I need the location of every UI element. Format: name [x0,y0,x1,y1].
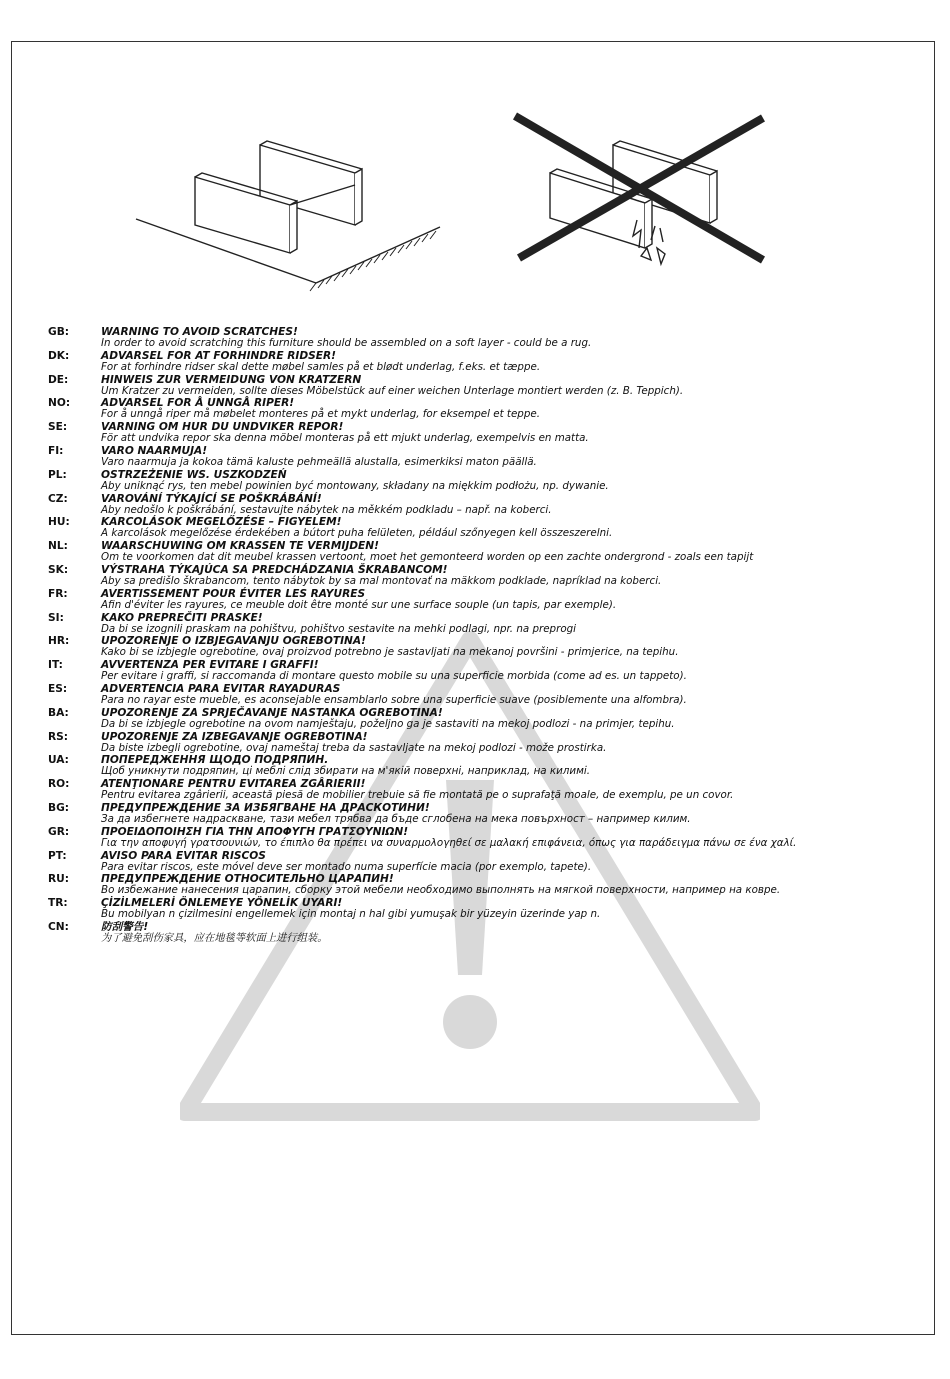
language-code: RS: [48,730,69,743]
language-code: ES: [48,682,68,695]
warning-entry [48,778,908,802]
language-code: GB: [48,326,70,338]
warning-texts [101,445,908,469]
warning-heading: ПОПЕРЕДЖЕННЯ ЩОДО ПОДРЯПИН. [101,754,329,767]
warning-texts [101,397,908,421]
warnings-list [48,326,908,945]
warning-texts [101,635,908,659]
language-code: NO: [48,397,71,410]
warning-heading: VARO NAARMUJA! [101,444,208,457]
warning-texts [101,421,908,445]
warning-heading: VARNING OM HUR DU UNDVIKER REPOR! [101,421,344,434]
warning-texts [101,921,908,945]
warning-heading: KARCOLÁSOK MEGELŐZÉSE – FIGYELEM! [101,516,342,529]
warning-texts [101,564,908,588]
warning-text: Um Kratzer zu vermeiden, sollte dieses Möbelstück auf einer weichen Unterlage montiert werden (z. B. Teppich). [101,384,684,397]
warning-text: For at forhindre ridser skal dette møbel samles på et blødt underlag, f.eks. et tæppe. [101,360,541,373]
language-code: CZ: [48,492,68,505]
warning-texts [101,683,908,707]
warning-entry [48,493,908,517]
warning-heading: ADVARSEL FOR AT FORHINDRE RIDSER! [101,349,337,362]
warning-texts [101,493,908,517]
warning-entry [48,683,908,707]
warning-texts [101,754,908,778]
warning-texts [101,516,908,540]
language-code: DK: [48,349,70,362]
language-code: SI: [48,611,64,624]
language-code: CN: [48,920,69,933]
warning-entry [48,540,908,564]
warning-text: Για την αποφυγή γρατσουνιών, το έπιπλο θα πρέπει να συναρμολογηθεί σε μαλακή επιφάνεια, όπως για παράδειγμα πάνω σε ένα χαλί. [101,836,797,849]
warning-entry [48,826,908,850]
warning-entry [48,731,908,755]
warning-entry [48,421,908,445]
warning-heading: KAKO PREPREČITI PRASKE! [101,611,263,624]
exclamation-dot [443,995,497,1049]
language-code: BA: [48,706,69,719]
warning-text: Per evitare i graffi, si raccomanda di montare questo mobile su una superficie morbida (come ad es. un tappeto). [101,670,687,683]
warning-text: Para no rayar este mueble, es aconsejable ensamblarlo sobre una superficie suave (posiblemente una alfombra). [101,693,687,706]
warning-entry [48,588,908,612]
furniture-on-rug-icon [130,135,450,315]
warning-entry [48,445,908,469]
warning-text: Aby uniknąć rys, ten mebel powinien być montowany, składany na miękkim podłożu, np. dywanie. [101,479,609,492]
warning-texts [101,326,908,350]
warning-texts [101,850,908,874]
warning-heading: WARNING TO AVOID SCRATCHES! [101,326,298,338]
warning-text: Во избежание нанесения царапин, сборку этой мебели необходимо выполнять на мягкой поверхности, например на ковре. [101,884,781,897]
warning-entry [48,326,908,350]
warning-texts [101,707,908,731]
warning-heading: UPOZORENJE ZA IZBEGAVANJE OGREBOTINA! [101,730,368,743]
warning-texts [101,540,908,564]
language-code: RU: [48,873,69,886]
warning-text: Da bi se izbjegle ogrebotine na ovom namještaju, poželjno ga je sastaviti na mekoj podlozi - na primjer, tepihu. [101,717,675,730]
warning-text: Afin d'éviter les rayures, ce meuble doit être monté sur une surface souple (un tapis, par exemple). [101,598,617,611]
warning-entry [48,707,908,731]
warning-heading: VAROVÁNÍ TÝKAJÍCÍ SE POŠKRÁBÁNÍ! [101,492,322,505]
warning-text: За да избегнете надраскване, тази мебел трябва да бъде сглобена на мека повърхност – например килим. [101,812,691,825]
language-code: PL: [48,468,67,481]
language-code: GR: [48,825,70,838]
warning-heading: 防刮警告! [101,920,149,933]
warning-texts [101,897,908,921]
warning-entry [48,850,908,874]
warning-heading: AVERTISSEMENT POUR ÉVITER LES RAYURES [101,587,366,600]
warning-entry [48,921,908,945]
language-code: FR: [48,587,68,600]
warning-text: Bu mobilyan n çizilmesini engellemek için montaj n hal gibi yumuşak bir yüzeyin üzerinde yap n. [101,908,601,921]
warning-heading: ADVARSEL FOR Å UNNGÅ RIPER! [101,397,295,410]
warning-text: A karcolások megelőzése érdekében a bútort puha felületen, például szőnyegen kell összeszerelni. [101,527,613,540]
warning-entry [48,897,908,921]
warning-texts [101,659,908,683]
warning-text: For å unngå riper må møbelet monteres på et mykt underlag, for eksempel et teppe. [101,408,540,421]
warning-text: Aby sa predišlo škrabancom, tento nábytok by sa mal montovať na mäkkom podklade, napríklad na koberci. [101,574,662,587]
warning-heading: ATENŢIONARE PENTRU EVITAREA ZGÂRIERII! [101,778,366,791]
warning-texts [101,826,908,850]
warning-text: Kako bi se izbjegle ogrebotine, ovaj proizvod potrebno je sastavljati na mekanoj površini - primjerice, na tepihu. [101,646,679,659]
warning-texts [101,612,908,636]
language-code: NL: [48,540,68,553]
warning-entry [48,612,908,636]
warning-entry [48,469,908,493]
warning-entry [48,635,908,659]
language-code: SK: [48,563,69,576]
warning-heading: VÝSTRAHA TÝKAJÚCA SA PREDCHÁDZANIA ŠKRABANCOM! [101,563,448,576]
warning-text: Para evitar riscos, este móvel deve ser montado numa superfície macia (por exemplo, tapete). [101,860,592,873]
language-code: TR: [48,897,68,910]
warning-text: In order to avoid scratching this furniture should be assembled on a soft layer - could be a rug. [101,337,592,349]
warning-heading: AVVERTENZA PER EVITARE I GRAFFI! [101,659,319,672]
language-code: SE: [48,421,68,434]
warning-texts [101,588,908,612]
language-code: HR: [48,635,70,648]
warning-text: För att undvika repor ska denna möbel monteras på ett mjukt underlag, exempelvis en matta. [101,432,589,445]
warning-heading: ÇİZİLMELERİ ÖNLEMEYE YÖNELİK UYARI! [101,897,343,910]
language-code: BG: [48,801,70,814]
warning-texts [101,802,908,826]
warning-text: Щоб уникнути подряпин, ці меблі слід збирати на м'якій поверхні, наприклад, на килимі. [101,765,590,778]
warning-text: Da biste izbegli ogrebotine, ovaj nameštaj treba da sastavljate na mekoj podlozi - može prostirka. [101,741,607,754]
warning-entry [48,350,908,374]
warning-texts [101,469,908,493]
warning-text: Pentru evitarea zgârierii, această piesă de mobilier trebuie să fie montată pe o suprafaţă moale, de exemplu, pe un covor. [101,789,734,802]
warning-heading: ΠΡΟΕΙΔΟΠΟΙΗΣΗ ΓΙΑ ΤΗΝ ΑΠΟΦΥΓΗ ΓΡΑΤΣΟΥΝΙΩΝ! [101,825,409,838]
warning-heading: OSTRZEŻENIE WS. USZKODZEŃ [101,468,287,481]
warning-heading: UPOZORENJE O IZBJEGAVANJU OGREBOTINA! [101,635,366,648]
warning-heading: UPOZORENJE ZA SPRJEČAVANJE NASTANKA OGREBOTINA! [101,706,443,719]
warning-texts [101,731,908,755]
warning-texts [101,778,908,802]
language-code: FI: [48,444,64,457]
warning-entry [48,659,908,683]
warning-heading: ПРЕДУПРЕЖДЕНИЕ ОТНОСИТЕЛЬНО ЦАРАПИН! [101,873,394,886]
warning-heading: ПРЕДУПРЕЖДЕНИЕ ЗА ИЗБЯГВАНЕ НА ДРАСКОТИНИ! [101,801,430,814]
language-code: UA: [48,754,69,767]
warning-heading: WAARSCHUWING OM KRASSEN TE VERMIJDEN! [101,540,379,553]
warning-heading: ADVERTENCIA PARA EVITAR RAYADURAS [101,682,341,695]
language-code: RO: [48,778,70,791]
warning-texts [101,374,908,398]
warning-entry [48,516,908,540]
warning-entry [48,397,908,421]
language-code: IT: [48,659,63,672]
warning-entry [48,873,908,897]
warning-heading: HINWEIS ZUR VERMEIDUNG VON KRATZERN [101,373,362,386]
warning-text: Da bi se izognili praskam na pohištvu, pohištvo sestavite na mehki podlagi, npr. na preprogi [101,622,577,635]
language-code: PT: [48,849,67,862]
warning-entry [48,374,908,398]
furniture-on-hard-floor-crossed-icon [505,108,775,273]
warning-text: 为了避免刮伤家具，应在地毯等软面上进行组装。 [101,931,328,944]
warning-entry [48,802,908,826]
language-code: DE: [48,373,69,386]
warning-entry [48,754,908,778]
language-code: HU: [48,516,70,529]
warning-text: Aby nedošlo k poškrábání, sestavujte nábytek na měkkém podkladu – např. na koberci. [101,503,552,516]
warning-text: Varo naarmuja ja kokoa tämä kaluste pehmeällä alustalla, esimerkiksi maton päällä. [101,455,537,468]
warning-entry [48,564,908,588]
warning-texts [101,350,908,374]
warning-texts [101,873,908,897]
warning-heading: AVISO PARA EVITAR RISCOS [101,849,266,862]
warning-text: Om te voorkomen dat dit meubel krassen vertoont, moet het gemonteerd worden op een zachte ondergrond - zoals een tapijt [101,551,754,564]
